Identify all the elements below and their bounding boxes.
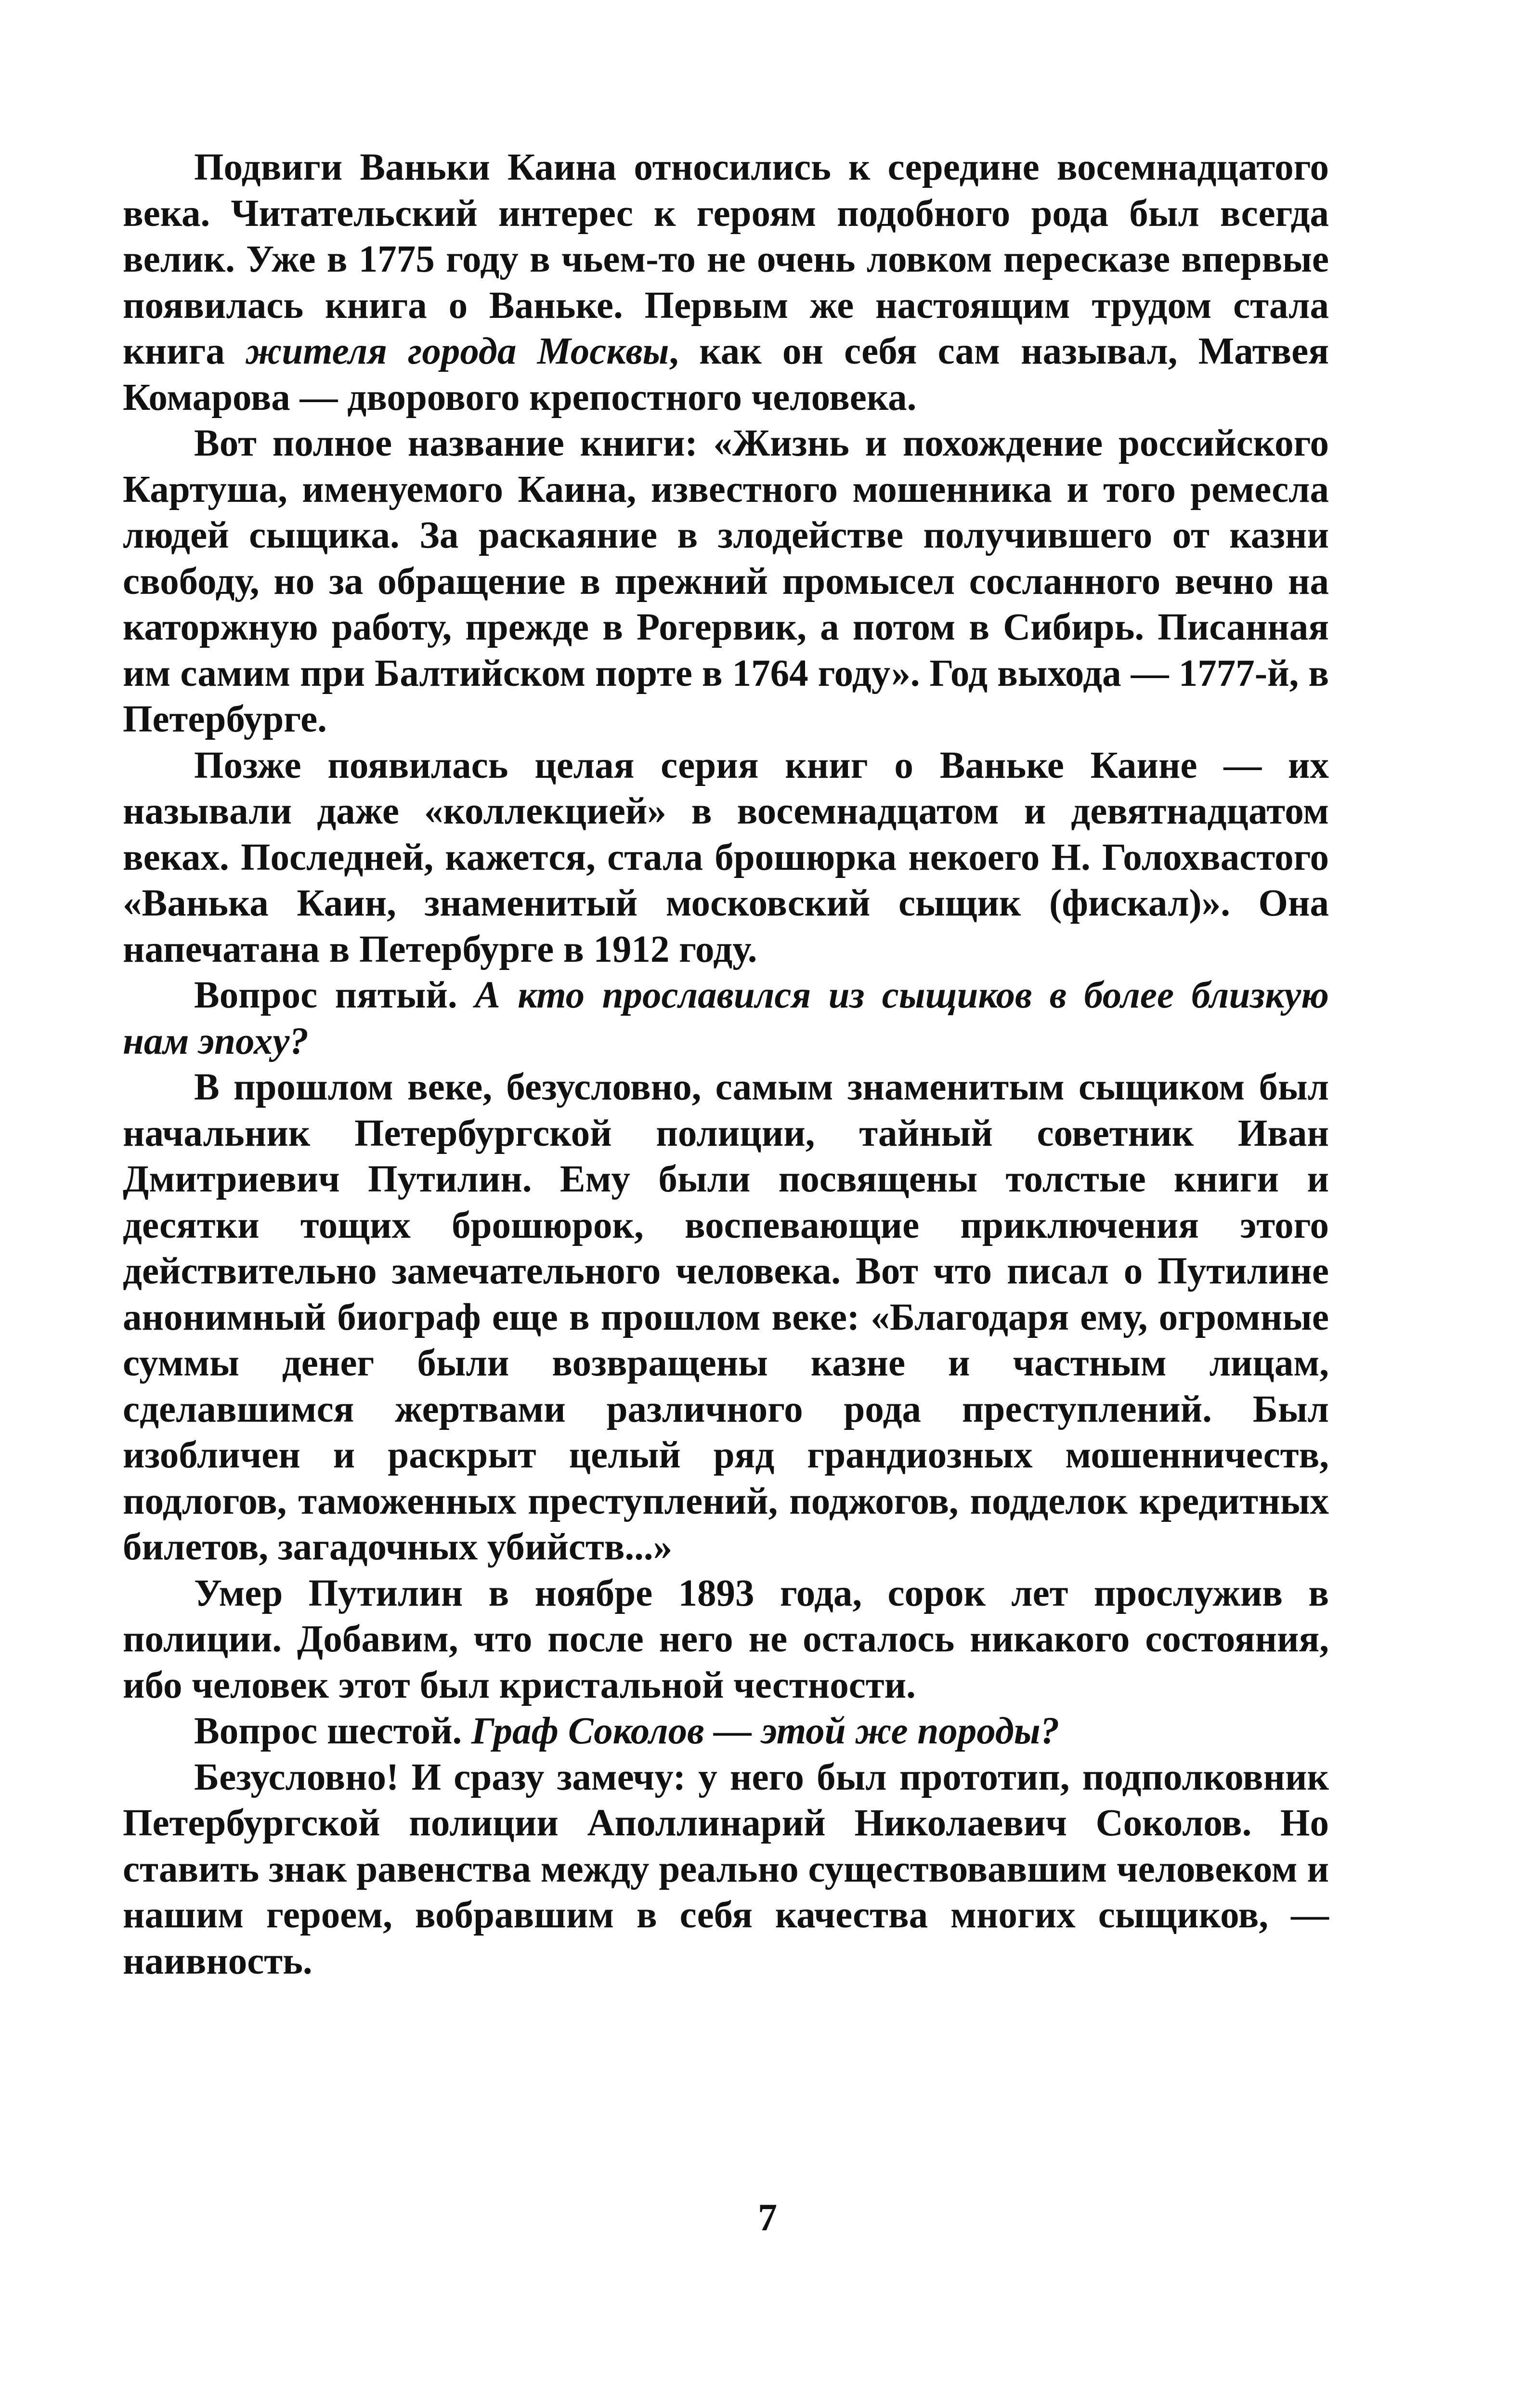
question-text: Граф Соколов — этой же породы? bbox=[471, 1710, 1060, 1752]
paragraph-text: Подвиги Ваньки Каина относились к середине восемнадцатого века. Читательский интерес к героям подобного рода был всегда велик. Уже в 1775 году в чьем-то не очень ловком пересказе впервые появилась книга о Ваньке. Первым же настоящим трудом стала книга bbox=[123, 146, 1329, 372]
paragraph bbox=[123, 1064, 1329, 1570]
question-paragraph bbox=[123, 1708, 1329, 1754]
question-label: Вопрос пятый. bbox=[194, 974, 475, 1016]
question-text: А кто прославился из сыщиков в более близкую нам эпоху? bbox=[123, 974, 1329, 1062]
page-number: 7 bbox=[758, 2197, 777, 2239]
paragraph-text: Вот полное название книги: «Жизнь и похождение российского Картуша, именуемого Каина, известного мошенника и того ремесла людей сыщика. За раскаяние в злодействе получившего от казни свободу, но за обращение в прежний промысел сосланного вечно на каторжную работу, прежде в Рогервик, а потом в Сибирь. Писанная им самим при Балтийском порте в 1764 году». Год выхода — 1777-й, в Петербурге. bbox=[123, 422, 1329, 740]
paragraph bbox=[123, 144, 1329, 420]
question-paragraph bbox=[123, 972, 1329, 1064]
paragraph bbox=[123, 743, 1329, 973]
paragraph-italic-text: жителя города Москвы bbox=[246, 330, 669, 372]
paragraph-text: В прошлом веке, безусловно, самым знаменитым сыщиком был начальник Петербургской полиции, тайный советник Иван Дмитриевич Путилин. Ему были посвящены толстые книги и десятки тощих брошюрок, воспевающие приключения этого действительно замечательного человека. Вот что писал о Путилине анонимный биограф еще в прошлом веке: «Благодаря ему, огромные суммы денег были возвращены казне и частным лицам, сделавшимся жертвами различного рода преступлений. Был изобличен и раскрыт целый ряд грандиозных мошенничеств, подлогов, таможенных преступлений, поджогов, подделок кредитных билетов, загадочных убийств...» bbox=[123, 1066, 1329, 1568]
paragraph-text: , как он себя сам называл, Матвея Комарова — дворового крепостного человека. bbox=[123, 330, 1329, 419]
paragraph bbox=[123, 1570, 1329, 1709]
paragraph-text: Умер Путилин в ноябре 1893 года, сорок лет прослужив в полиции. Добавим, что после него не осталось никакого состояния, ибо человек этот был кристальной честности. bbox=[123, 1572, 1329, 1706]
page-body bbox=[123, 144, 1329, 1984]
paragraph bbox=[123, 1754, 1329, 1985]
paragraph-text: Безусловно! И сразу замечу: у него был прототип, подполковник Петербургской полиции Аполлинарий Николаевич Соколов. Но ставить знак равенства между реально существовавшим человеком и нашим героем, вобравшим в себя качества многих сыщиков, — наивность. bbox=[123, 1756, 1329, 1982]
paragraph bbox=[123, 420, 1329, 743]
paragraph-text: Позже появилась целая серия книг о Ваньке Каине — их называли даже «коллекцией» в восемнадцатом и девятнадцатом веках. Последней, кажется, стала брошюрка некоего Н. Голохвастого «Ванька Каин, знаменитый московский сыщик (фискал)». Она напечатана в Петербурге в 1912 году. bbox=[123, 744, 1329, 970]
question-label: Вопрос шестой. bbox=[194, 1710, 472, 1752]
